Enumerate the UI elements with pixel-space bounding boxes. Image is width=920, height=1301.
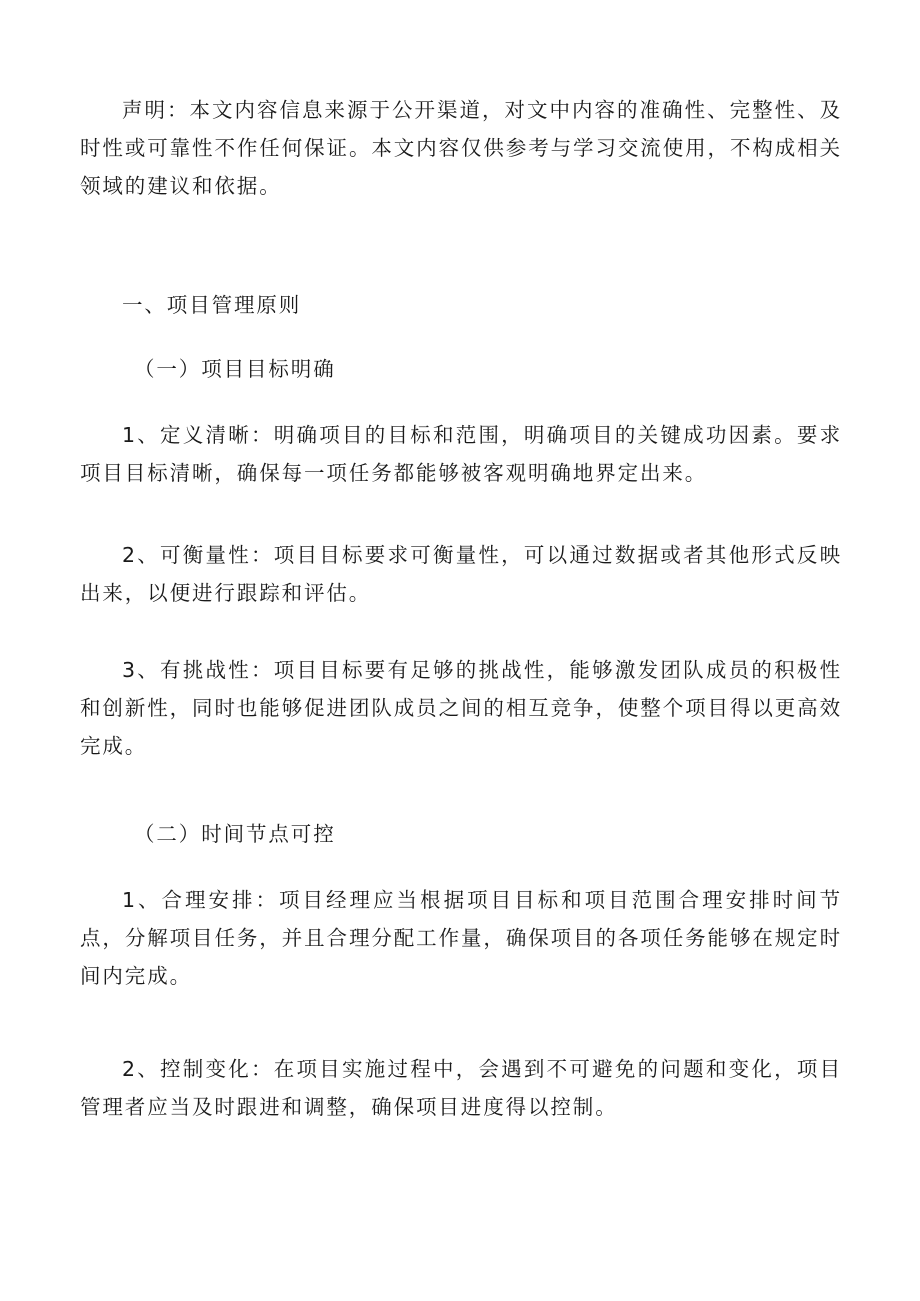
paragraph-1-3: 3、有挑战性：项目目标要有足够的挑战性，能够激发团队成员的积极性和创新性，同时也能够促进团队成员之间的相互竞争，使整个项目得以更高效完成。	[80, 658, 842, 758]
paragraph-1-1: 1、定义清晰：明确项目的目标和范围，明确项目的关键成功因素。要求项目目标清晰，确保每一项任务都能够被客观明确地界定出来。	[80, 423, 842, 485]
paragraph-1-2: 2、可衡量性：项目目标要求可衡量性，可以通过数据或者其他形式反映出来，以便进行跟踪和评估。	[80, 543, 842, 605]
paragraph-2-1: 1、合理安排：项目经理应当根据项目目标和项目范围合理安排时间节点，分解项目任务，并且合理分配工作量，确保项目的各项任务能够在规定时间内完成。	[80, 888, 842, 988]
paragraph-2-2: 2、控制变化：在项目实施过程中，会遇到不可避免的问题和变化，项目管理者应当及时跟进和调整，确保项目进度得以控制。	[80, 1057, 842, 1119]
subsection-heading-1: （一）项目目标明确	[134, 357, 336, 381]
section-heading-1: 一、项目管理原则	[122, 293, 302, 317]
disclaimer-paragraph: 声明：本文内容信息来源于公开渠道，对文中内容的准确性、完整性、及时性或可靠性不作任何保证。本文内容仅供参考与学习交流使用，不构成相关领域的建议和依据。	[80, 98, 842, 198]
subsection-heading-2: （二）时间节点可控	[134, 822, 336, 846]
